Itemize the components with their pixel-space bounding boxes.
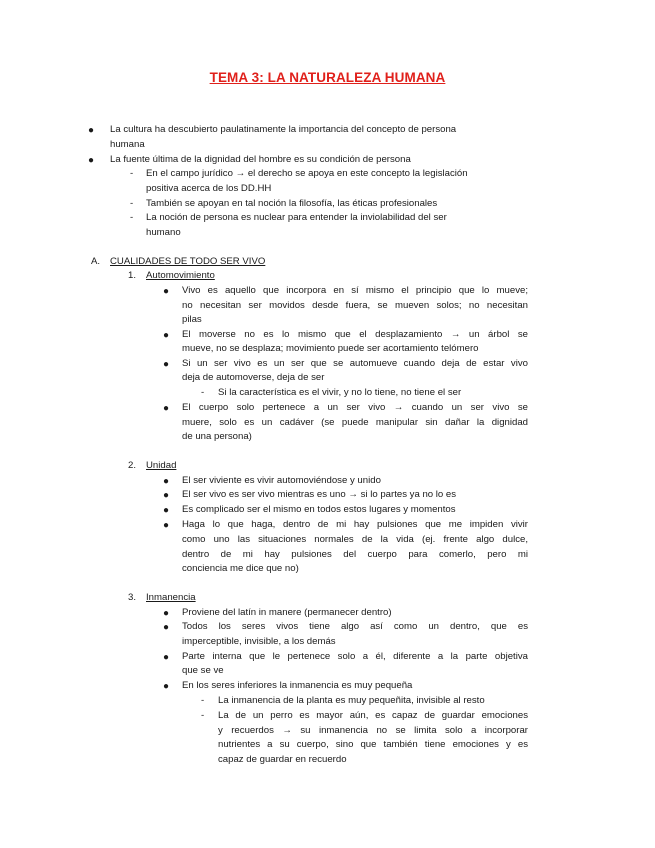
item-number: 3. bbox=[128, 592, 137, 603]
intro-sub-1-line-1: En el campo jurídico → el derecho se apoya en este concepto la legislación bbox=[146, 168, 468, 179]
item2-bullet-2: El ser vivo es ser vivo mientras es uno → si lo partes ya no lo es bbox=[182, 489, 457, 500]
item-heading-inmanencia: Inmanencia bbox=[146, 592, 196, 603]
item1-bullet-3-line-2: deja de automoverse, deja de ser bbox=[182, 372, 325, 383]
bullet-marker: ● bbox=[163, 652, 170, 663]
item-number: 1. bbox=[128, 270, 137, 281]
item2-bullet-4-line-4: conciencia me dice que no) bbox=[182, 563, 299, 574]
dash-marker: - bbox=[130, 168, 134, 179]
item3-bullet-3-line-1: Parte interna que le pertenece solo a él, diferente a la parte objetiva bbox=[182, 651, 528, 662]
bullet-marker: ● bbox=[163, 476, 170, 487]
item2-bullet-4-line-2: como uno las situaciones normales de la vida (ej. frente algo dulce, bbox=[182, 534, 528, 545]
item3-sub-1: La inmanencia de la planta es muy pequeñita, invisible al resto bbox=[218, 695, 485, 706]
item3-bullet-1: Proviene del latín in manere (permanecer dentro) bbox=[182, 607, 392, 618]
bullet-marker: ● bbox=[163, 286, 170, 297]
item1-bullet-4-line-3: de una persona) bbox=[182, 431, 252, 442]
item-heading-unidad: Unidad bbox=[146, 460, 177, 471]
item3-bullet-2-line-1: Todos los seres vivos tiene algo así como un dentro, que es bbox=[182, 621, 528, 632]
dash-marker: - bbox=[130, 212, 134, 223]
bullet-marker: ● bbox=[163, 403, 170, 414]
item1-bullet-1-line-1: Vivo es aquello que incorpora en sí mismo el principio que lo mueve; bbox=[182, 285, 528, 296]
intro-sub-1-line-2: positiva acerca de los DD.HH bbox=[146, 183, 272, 194]
item1-bullet-2-line-2: mueve, no se desplaza; movimiento puede ser acortamiento telómero bbox=[182, 343, 479, 354]
bullet-marker: ● bbox=[163, 359, 170, 370]
item2-bullet-1: El ser viviente es vivir automoviéndose y unido bbox=[182, 475, 381, 486]
section-heading: CUALIDADES DE TODO SER VIVO bbox=[110, 256, 266, 267]
dash-marker: - bbox=[201, 387, 205, 398]
item3-bullet-4: En los seres inferiores la inmanencia es muy pequeña bbox=[182, 680, 413, 691]
intro-bullet-1-line-1: La cultura ha descubierto paulatinamente la importancia del concepto de persona bbox=[110, 124, 457, 135]
section-marker: A. bbox=[91, 256, 101, 267]
item3-sub-2-line-1: La de un perro es mayor aún, es capaz de guardar emociones bbox=[218, 710, 528, 721]
item2-bullet-3: Es complicado ser el mismo en todos estos lugares y momentos bbox=[182, 504, 456, 515]
item1-bullet-1-line-2: no necesitan ser movidos desde fuera, se mueven solos; no necesitan bbox=[182, 300, 528, 311]
bullet-marker: ● bbox=[88, 155, 95, 166]
item2-bullet-4-line-3: dentro de mi hay pulsiones del cuerpo para comerlo, pero mi bbox=[182, 549, 528, 560]
intro-sub-3-line-2: humano bbox=[146, 227, 181, 238]
intro-sub-3-line-1: La noción de persona es nuclear para entender la inviolabilidad del ser bbox=[146, 212, 447, 223]
dash-marker: - bbox=[201, 695, 205, 706]
dash-marker: - bbox=[130, 198, 134, 209]
intro-bullet-1-line-2: humana bbox=[110, 139, 145, 150]
bullet-marker: ● bbox=[163, 490, 170, 501]
item3-sub-2-line-2: y recuerdos → su inmanencia no se limita solo a incorporar bbox=[218, 725, 528, 736]
item-heading-automovimiento: Automovimiento bbox=[146, 270, 215, 281]
page-title: TEMA 3: LA NATURALEZA HUMANA bbox=[209, 70, 446, 85]
item-number: 2. bbox=[128, 460, 137, 471]
bullet-marker: ● bbox=[163, 520, 170, 531]
bullet-marker: ● bbox=[163, 505, 170, 516]
item3-sub-2-line-4: capaz de guardar en recuerdo bbox=[218, 754, 347, 765]
item1-bullet-1-line-3: pilas bbox=[182, 314, 202, 325]
bullet-marker: ● bbox=[163, 681, 170, 692]
item3-bullet-3-line-2: que se ve bbox=[182, 665, 224, 676]
item3-bullet-2-line-2: imperceptible, invisible, a los demás bbox=[182, 636, 336, 647]
intro-sub-2: También se apoyan en tal noción la filosofía, las éticas profesionales bbox=[146, 198, 438, 209]
item3-sub-2-line-3: nutrientes a su cuerpo, sino que también tiene emociones y es bbox=[218, 739, 528, 750]
dash-marker: - bbox=[201, 710, 205, 721]
item1-bullet-4-line-1: El cuerpo solo pertenece a un ser vivo → cuando un ser vivo se bbox=[182, 402, 528, 413]
intro-bullet-2: La fuente última de la dignidad del hombre es su condición de persona bbox=[110, 154, 411, 165]
item2-bullet-4-line-1: Haga lo que haga, dentro de mi hay pulsiones que me impiden vivir bbox=[182, 519, 528, 530]
bullet-marker: ● bbox=[88, 125, 95, 136]
bullet-marker: ● bbox=[163, 622, 170, 633]
item1-bullet-4-line-2: muere, solo es un cadáver (se puede manipular sin dañar la dignidad bbox=[182, 417, 528, 428]
item1-bullet-2-line-1: El moverse no es lo mismo que el desplazamiento → un árbol se bbox=[182, 329, 528, 340]
bullet-marker: ● bbox=[163, 330, 170, 341]
item1-bullet-3-line-1: Si un ser vivo es un ser que se automueve cuando deja de estar vivo bbox=[182, 358, 528, 369]
item1-sub-1: Si la característica es el vivir, y no lo tiene, no tiene el ser bbox=[218, 387, 462, 398]
bullet-marker: ● bbox=[163, 608, 170, 619]
